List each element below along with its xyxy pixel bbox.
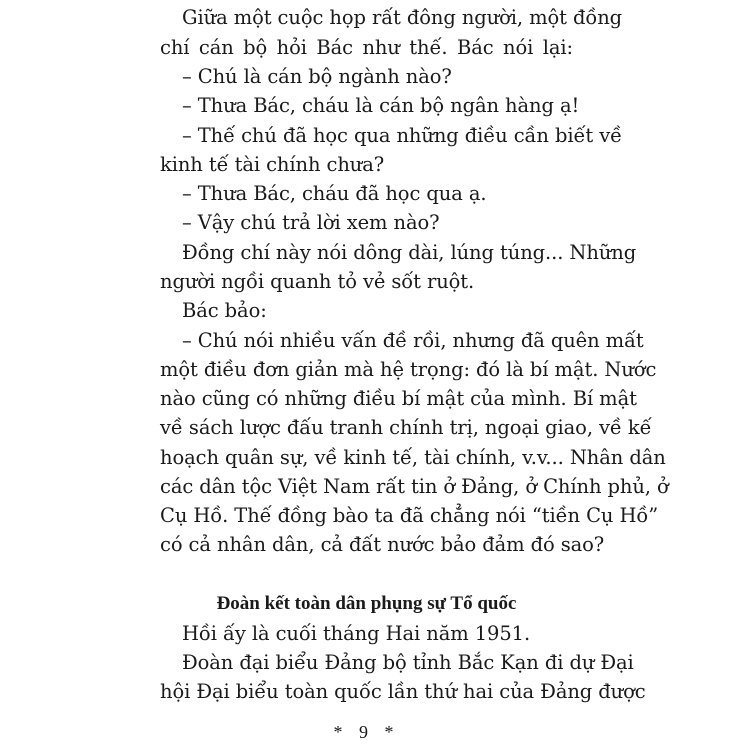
- text-line: Bác bảo:: [182, 299, 267, 322]
- text-line: nào cũng có những điều bí mật của mình. Bí mật: [160, 387, 637, 410]
- text-line: hội Đại biểu toàn quốc lần thứ hai của Đảng được: [160, 680, 646, 703]
- text-line: – Chú là cán bộ ngành nào?: [182, 65, 452, 88]
- text-line: Giữa một cuộc họp rất đông người, một đồng: [182, 6, 623, 29]
- text-line: Cụ Hồ. Thế đồng bào ta đã chẳng nói “tiền Cụ Hồ”: [160, 504, 659, 527]
- page-number: * 9 *: [333, 722, 400, 742]
- text-line: Hồi ấy là cuối tháng Hai năm 1951.: [182, 622, 531, 645]
- text-line: có cả nhân dân, cả đất nước bảo đảm đó sao?: [160, 533, 605, 556]
- section-heading: Đoàn kết toàn dân phụng sự Tổ quốc: [216, 593, 517, 614]
- text-line: kinh tế tài chính chưa?: [160, 153, 385, 176]
- text-line: người ngồi quanh tỏ vẻ sốt ruột.: [160, 270, 475, 293]
- text-line: Đoàn đại biểu Đảng bộ tỉnh Bắc Kạn đi dự Đại: [182, 651, 634, 674]
- text-line: một điều đơn giản mà hệ trọng: đó là bí mật. Nước: [160, 358, 657, 381]
- text-line: các dân tộc Việt Nam rất tin ở Đảng, ở Chính phủ, ở: [160, 475, 669, 498]
- text-line: Đồng chí này nói dông dài, lúng túng... Những: [182, 241, 637, 264]
- text-line: về sách lược đấu tranh chính trị, ngoại giao, về kế: [160, 416, 652, 439]
- text-line: – Thế chú đã học qua những điều cần biết về: [182, 124, 623, 147]
- text-line: – Thưa Bác, cháu là cán bộ ngân hàng ạ!: [182, 94, 580, 117]
- text-line: – Thưa Bác, cháu đã học qua ạ.: [182, 182, 487, 205]
- text-line: chí cán bộ hỏi Bác như thế. Bác nói lại:: [160, 36, 573, 59]
- text-line: – Chú nói nhiều vấn đề rồi, nhưng đã quên mất: [182, 329, 644, 352]
- text-line: – Vậy chú trả lời xem nào?: [182, 211, 440, 234]
- text-line: hoạch quân sự, về kinh tế, tài chính, v.v... Nhân dân: [160, 446, 666, 469]
